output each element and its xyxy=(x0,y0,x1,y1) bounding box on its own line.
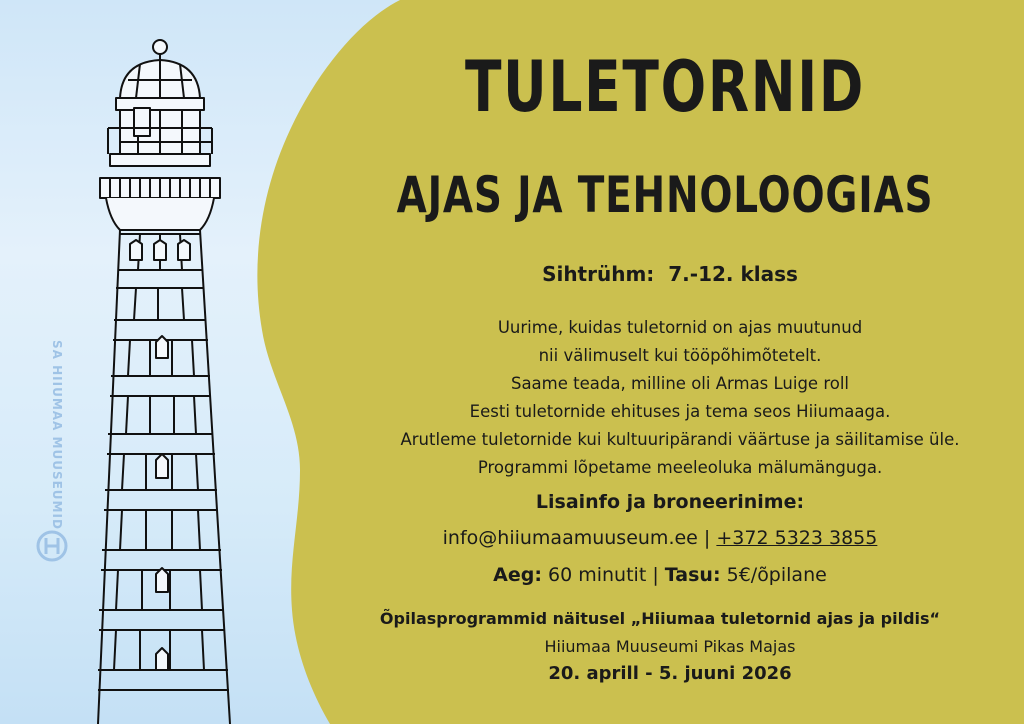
duration-separator: | xyxy=(652,564,659,586)
description-line: nii välimuselt kui tööpõhimõtetelt. xyxy=(538,346,822,365)
program-venue: Hiiumaa Muuseumi Pikas Majas xyxy=(544,637,796,656)
museum-logo-icon xyxy=(36,530,68,562)
price-value: 5€/õpilane xyxy=(726,564,827,586)
organization-watermark: SA HIIUMAA MUUSEUMID xyxy=(50,340,64,530)
program-description xyxy=(330,314,1024,482)
target-group-value: 7.-12. klass xyxy=(668,262,798,286)
page-subtitle: AJAS JA TEHNOLOOGIAS xyxy=(396,166,934,224)
target-group xyxy=(420,262,920,286)
target-group-label: Sihtrühm: xyxy=(542,262,655,286)
program-dates: 20. aprill - 5. juuni 2026 xyxy=(548,663,792,684)
email-link[interactable]: info@hiiumaamuuseum.ee xyxy=(442,527,698,549)
description-line: Programmi lõpetame meeleoluka mälumänguga. xyxy=(477,458,883,477)
duration-price-line xyxy=(340,564,980,586)
description-line: Arutleme tuletornide kui kultuuripärandi väärtuse ja säilitamise üle. xyxy=(400,430,960,449)
phone-link[interactable]: +372 5323 3855 xyxy=(716,527,878,549)
price-label: Tasu: xyxy=(664,564,721,586)
description-line: Saame teada, milline oli Armas Luige roll xyxy=(510,374,850,393)
page-title: TULETORNID xyxy=(464,46,866,128)
contact-separator: | xyxy=(703,527,711,549)
program-title: Õpilasprogrammid näitusel „Hiiumaa tuletornid ajas ja pildis“ xyxy=(379,609,941,628)
lighthouse-illustration xyxy=(80,30,260,724)
description-line: Eesti tuletornide ehituses ja tema seos Hiiumaaga. xyxy=(469,402,891,421)
duration-label: Aeg: xyxy=(493,564,542,586)
duration-value: 60 minutit xyxy=(548,564,647,586)
info-title: Lisainfo ja broneerinime: xyxy=(535,491,805,513)
description-line: Uurime, kuidas tuletornid on ajas muutunud xyxy=(497,318,863,337)
contact-line xyxy=(340,527,980,549)
